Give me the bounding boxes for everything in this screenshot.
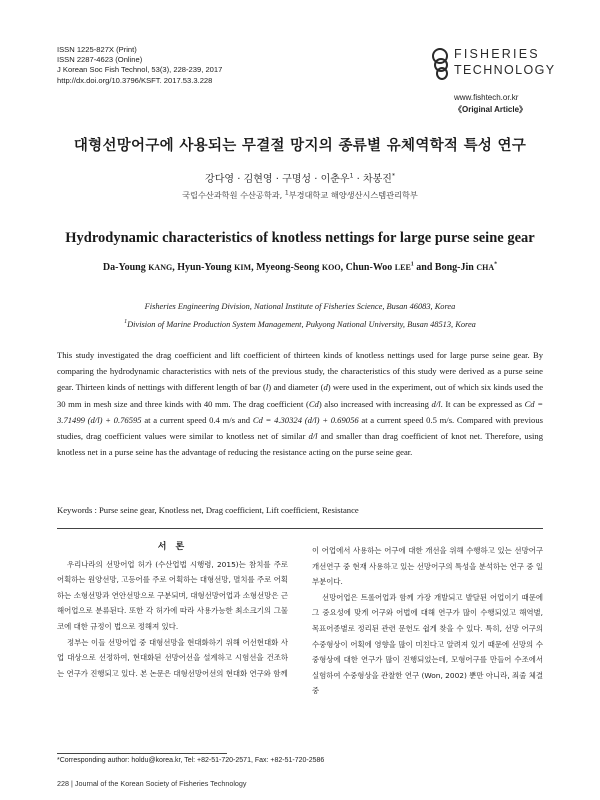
abstract-text: ) also increased with increasing <box>318 398 432 409</box>
equation: Cd = 4.30324 (d/l) + 0.69056 <box>252 414 359 425</box>
math-symbol: d/l <box>308 431 318 442</box>
affil-mark: 1 <box>410 261 414 268</box>
affil-mark: 1 <box>124 319 128 326</box>
paragraph: 선망어업은 트롤어업과 함께 가장 개발되고 발달된 어업이기 때문에 그 중요성에 맞게 어구와 어법에 대해 연구가 많이 수행되었고 해역별, 목표어종별로 정리된 관련 문헌도 쉽게 찾을 수 있다. 특히, 선망 어구의 수중형상이 어획에 영향을 많이 미친다고 알려져 있기 때문에 선망의 수중형상에 대한 연구가 많이 진행되었는데, 모형어구를 만들어 수조에서 실험하여 수중형상을 관찰한 연구 (Won, 2002) 뿐만 아니라, 죄줄 체결 중 <box>312 592 543 696</box>
authors-korean-sep: · <box>353 174 363 185</box>
fish-hook-icon <box>430 48 450 82</box>
author-given: , Chun-Woo <box>340 262 395 273</box>
body-column-left <box>57 540 288 681</box>
doi-link[interactable]: http://dx.doi.org/10.3796/KSFT. 2017.53.3.228 <box>57 75 213 85</box>
corresponding-mark: * <box>494 261 498 268</box>
affiliation-korean <box>0 190 600 201</box>
abstract-text: ) were used in the experiment, out of which six kinds used the 30 mm in mesh size and three kinds with 40 mm. The drag coefficient ( <box>57 382 544 409</box>
author-given: , Hyun-Young <box>172 262 235 273</box>
authors-korean <box>0 170 600 185</box>
abstract-text: and smaller than drag coefficient of knot net. Therefore, using knotless net in a purse seine has the advantage of reducing the resistance acting on the purse seine gear. <box>57 431 544 458</box>
paragraph: 이 어업에서 사용하는 어구에 대한 개선을 위해 수행하고 있는 선망어구 개선연구 중 현재 사용하고 있는 선망어구의 특성을 분석하는 연구 중 일부분이다. <box>312 546 543 587</box>
journal-meta <box>57 45 222 86</box>
divider <box>57 528 543 529</box>
paragraph: 우리나라의 선망어업 허가 (수산업법 시행령, 2015)는 참치를 주로 어획하는 원양선망, 고등어를 주로 어획하는 대형선망, 멸치를 주로 어획하는 소형선망과 연안선망으로 구분되며, 대형선망어업과 소형선망은 근해어업으로 분류된다. 또한 각 허가에 따라 사용가능한 최소크기의 그물코에 대한 규정이 법으로 정해져 있다. <box>57 559 288 631</box>
math-symbol: Cd <box>308 398 319 409</box>
article-type-label: 《Original Article》 <box>454 105 528 114</box>
title-korean: 대형선망어구에 사용되는 무결절 망지의 종류별 유체역학적 특성 연구 <box>73 138 527 154</box>
math-symbol: d <box>323 382 328 393</box>
corresponding-author-footnote: *Corresponding author: holdu@korea.kr, Tel: +82-51-720-2571, Fax: +82-51-720-2586 <box>57 757 325 764</box>
author-given: , Myeong-Seong <box>251 262 322 273</box>
affiliation-korean-part2: 부경대학교 해양생산시스템관리학부 <box>288 190 418 200</box>
affiliation-english-1: Fisheries Engineering Division, National Institute of Fisheries Science, Busan 46083, Korea <box>144 302 456 311</box>
author-given: and Bong-Jin <box>413 262 477 273</box>
math-symbol: l <box>265 382 269 393</box>
author-affil-mark: 1 <box>349 172 354 180</box>
abstract-text: . It can be expressed as <box>440 398 525 409</box>
citation: J Korean Soc Fish Technol, 53(3), 228-239, 2017 <box>57 65 223 75</box>
author-family: LEE <box>394 263 411 272</box>
author-given: Da-Young <box>102 262 149 273</box>
authors-english <box>0 262 600 273</box>
section-heading: 서 론 <box>157 542 188 552</box>
equation: Cd = 3.71499 (d/l) + 0.76595 <box>57 398 543 425</box>
abstract-text: at a current speed 0.4 m/s and <box>141 414 253 425</box>
affiliation-english-2 <box>0 320 600 329</box>
footnote-divider <box>57 753 227 754</box>
math-symbol: d/l <box>431 398 441 409</box>
journal-website-link[interactable]: www.fishtech.or.kr <box>454 93 519 102</box>
keywords: Keywords : Purse seine gear, Knotless net, Drag coefficient, Lift coefficient, Resistance <box>57 505 359 515</box>
corresponding-mark: * <box>391 172 395 180</box>
paragraph: 정부는 이들 선망어업 중 대형선망을 현대화하기 위해 어선현대화 사업 대상으로 선정하여, 현대화된 선망어선을 설계하고 시험선을 건조하는 연구가 진행되고 있다. 본 논문은 대형선망어선의 현대화 연구와 함께 <box>57 637 288 678</box>
logo-text-line1: FISHERIES <box>454 47 540 61</box>
issn-online: ISSN 2287-4623 (Online) <box>57 55 143 65</box>
author-family: CHA <box>476 263 495 272</box>
title-english: Hydrodynamic characteristics of knotless nettings for large purse seine gear <box>65 230 535 246</box>
abstract-text: ) and diameter ( <box>268 382 324 393</box>
affil-mark: 1 <box>284 189 289 197</box>
body-column-right <box>312 543 543 699</box>
author-family: KANG <box>148 263 173 272</box>
page-footer: 228 | Journal of the Korean Society of Fisheries Technology <box>57 779 247 788</box>
affiliation-english-2-text: Division of Marine Production System Management, Pukyong National University, Busan 48513, Korea <box>127 320 476 329</box>
authors-korean-main: 강다영 · 김현영 · 구명성 · 이춘우 <box>205 174 350 185</box>
journal-logo <box>430 46 556 116</box>
author-family: KOO <box>321 263 341 272</box>
logo-text-line2: TECHNOLOGY <box>454 63 556 77</box>
author-family: KIM <box>234 263 252 272</box>
abstract-text: This study investigated the drag coefficient and lift coefficient of thirteen kinds of knotless nettings used for large purse seine gear. By comparing the hydrodynamic characteristics with nets of the previous study, the characteristics of this study were derived as a purse seine gear. Thirteen kinds of nettings with different length of bar ( <box>57 350 543 393</box>
author-korean-last: 차봉진 <box>362 174 392 185</box>
abstract <box>57 347 543 460</box>
abstract-text: at a current speed 0.5 m/s. Compared with previous studies, drag coefficient values were similar to knotless net of similar <box>57 414 543 442</box>
affiliation-korean-part1: 국립수산과학원 수산공학과, <box>182 190 285 200</box>
issn-print: ISSN 1225-827X (Print) <box>57 45 137 54</box>
